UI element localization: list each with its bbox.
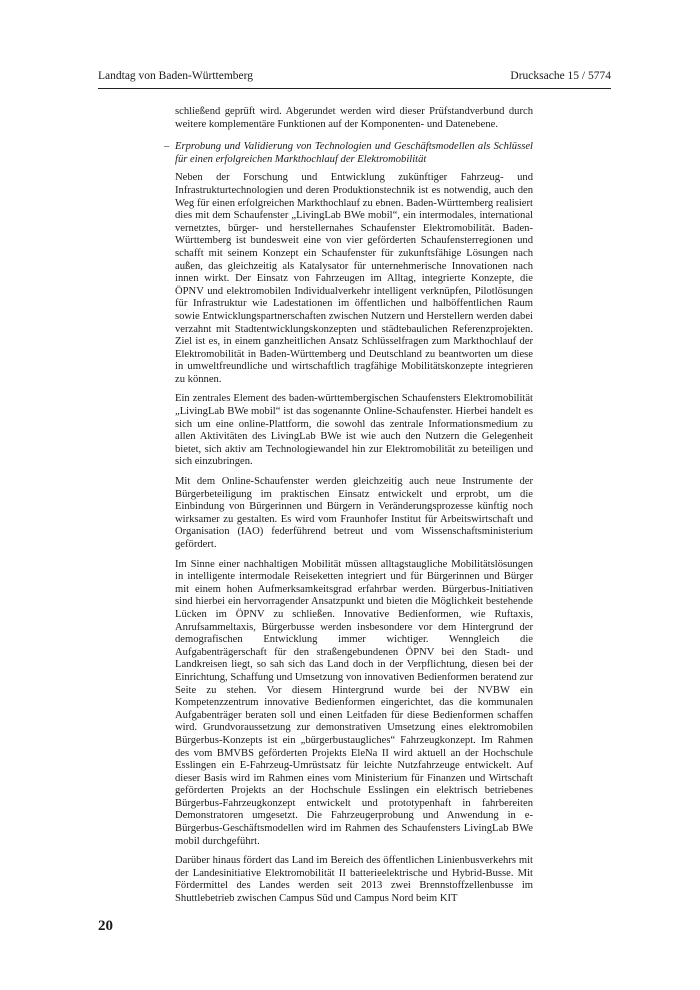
page-number: 20 bbox=[98, 918, 113, 934]
intro-paragraph: schließend geprüft wird. Abgerundet werden wird dieser Prüfstandverbund durch weitere komplementäre Funktionen auf der Komponenten- und Datenebene. bbox=[175, 106, 533, 130]
paragraph: Ein zentrales Element des baden-württembergischen Schaufensters Elektromobilität „LivingLab BWe mobil“ ist das sogenannte Online-Schaufenster. Hierbei handelt es sich um eine online-Plattform, die sowohl das zentrale Informationsmedium zu allen Aktivitäten des LivingLab BWe ist wie auch den Nutzern die Gelegenheit bietet, sich aktiv am Technologiewandel hin zur Elektromobilität zu beteiligen und sich einzubringen. bbox=[175, 393, 533, 468]
paragraph: Mit dem Online-Schaufenster werden gleichzeitig auch neue Instrumente der Bürgerbeteiligung im praktischen Einsatz entwickelt und erprobt, um die Einbindung von Bürgerinnen und Bürgern in Veränderungsprozesse künftig noch wirksamer zu gestalten. Es wird vom Fraunhofer Institut für Arbeitswirtschaft und Organisation (IAO) federführend betreut und vom Wissenschaftsministerium gefördert. bbox=[175, 476, 533, 550]
main-text bbox=[164, 106, 533, 913]
running-header bbox=[98, 70, 611, 89]
paragraph: Im Sinne einer nachhaltigen Mobilität müssen alltagstaugliche Mobilitätslösungen in intelligente intermodale Reiseketten integriert und für Bürgerinnen und Bürger mit einem hohen Aufmerksamkeitsgrad erfahrbar werden. Bürgerbus-Initiativen sind hierbei ein hervorragender Ansatzpunkt und bieten die Möglichkeit bestehende Lücken im ÖPNV zu schließen. Innovative Bedienformen, wie Ruftaxis, Anrufsammeltaxis, Bürgerbusse werden insbesondere vor dem Hintergrund der demografischen Entwicklung immer wichtiger. Wenngleich die Aufgabenträgerschaft für den straßengebundenen ÖPNV bei den Stadt- und Landkreisen liegt, so sah sich das Land doch in der Verpflichtung, diesen bei der Einrichtung, Schaffung und Umsetzung von innovativen Bedienformen beratend zur Seite zu stehen. Vor diesem Hintergrund wurde bei der NVBW ein Kompetenzzentrum innovative Bedienformen eingerichtet, das die kommunalen Aufgabenträger beraten soll und einen Leitfaden für diese Bedienformen schaffen wird. Grundvoraussetzung zur demonstrativen Umsetzung eines elektromobilen Bürgerbus-Konzepts ist ein „bürgerbustaugliches“ Fahrzeugkonzept. Im Rahmen des vom BMVBS geförderten Projekts EleNa II wird aktuell an der Hochschule Esslingen ein E-Fahrzeug-Umrüstsatz für leichte Nutzfahrzeuge entwickelt. Auf dieser Basis wird im Rahmen eines vom Ministerium für Finanzen und Wirtschaft geförderten Projekts an der Hochschule Esslingen ein elektrisch betriebenes Bürgerbus-Fahrzeugkonzept entwickelt und prototypenhaft in fahrbereiten Demonstratoren umgesetzt. Die Fahrzeugerprobung und Anwendung in e-Bürgerbus-Geschäftsmodellen wird im Rahmen des Schaufensters LivingLab BWe mobil durchgeführt. bbox=[175, 558, 533, 847]
bullet-dash: – bbox=[164, 141, 170, 153]
header-publisher: Landtag von Baden-Württemberg bbox=[98, 70, 253, 82]
header-document-number: Drucksache 15 / 5774 bbox=[510, 70, 611, 82]
bullet-heading bbox=[164, 141, 533, 166]
bullet-heading-text: Erprobung und Validierung von Technologien und Geschäftsmodellen als Schlüssel für einen erfolgreichen Markthochlauf der Elektromobilität bbox=[175, 141, 533, 165]
paragraph: Neben der Forschung und Entwicklung zukünftiger Fahrzeug- und Infrastrukturtechnologien und deren Produktionstechnik ist es notwendig, auch den Weg für einen erfolgreichen Markthochlauf zu ebnen. Baden-Württemberg realisiert dies mit dem Schaufenster „LivingLab BWe mobil“, ein intermodales, international vernetztes, bürger- und herstellernahes Schaufenster Elektromobilität. Baden-Württemberg ist bundesweit eine von vier geförderten Schaufensterregionen und schafft mit seinem Konzept ein Schaufenster für zukunftsfähige Lösungen nach außen, das gleichzeitig als Katalysator für unternehmerische Innovationen nach innen wirkt. Der Einsatz von Fahrzeugen im Alltag, integrierte Konzepte, die ÖPNV und elektromobilen Individualverkehr intelligent verknüpfen, Pilotlösungen für Infrastruktur wie Ladestationen im öffentlichen und halböffentlichen Raum sowie Entwicklungspartnerschaften zwischen Nutzern und Herstellern werden dabei verzahnt mit Stadtentwicklungskonzepten und städtebaulichen Referenzprojekten. Ziel ist es, in einem ganzheitlichen Ansatz Schlüsselfragen zum Markthochlauf der Elektromobilität in Baden-Württemberg und Deutschland zu beantworten um diese in umweltfreundliche und wirtschaftlich tragfähige Mobilitätskonzepte integrieren zu können. bbox=[175, 172, 533, 385]
paragraph: Darüber hinaus fördert das Land im Bereich des öffentlichen Linienbusverkehrs mit der Landesinitiative Elektromobilität II batterieelektrische und Hybrid-Busse. Mit Fördermittel des Landes werden seit 2013 zwei Brennstoffzellenbusse im Shuttlebetrieb zwischen Campus Süd und Campus Nord beim KIT bbox=[175, 855, 533, 905]
